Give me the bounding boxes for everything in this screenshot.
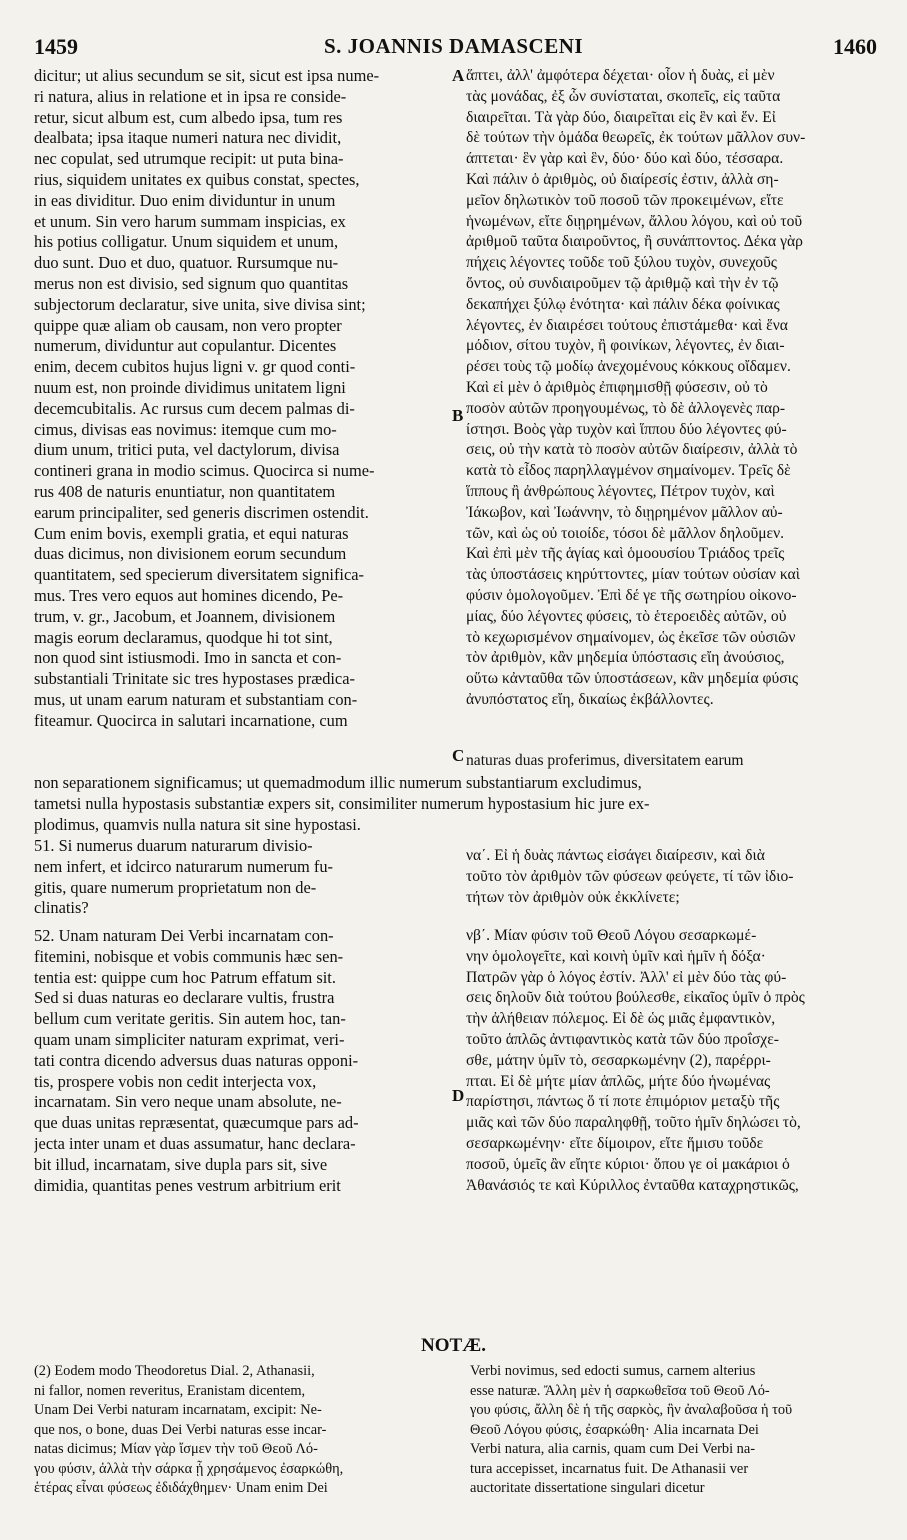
continuation-line: non separationem significamus; ut quemadmodum illic numerum substantiarum excludimus, (34, 773, 642, 792)
sec52-greek-line: ποσοῦ, ὑμεῖς ἂν εἴητε κύριοι· ὅπου γε οἱ μακάριοι ὁ (466, 1155, 790, 1173)
notes-left-line: natas dicimus; Μίαν γὰρ ἴσμεν τὴν τοῦ Θεοῦ Λό- (34, 1441, 318, 1457)
latin-line: trum, v. gr., Jacobum, et Joannem, divisionem (34, 606, 336, 626)
latin-line: his potius colligatur. Unum siquidem et unum, (34, 232, 339, 252)
latin-line: in eas dividitur. Duo enim dividuntur in unum (34, 190, 336, 210)
page-number-right: 1460 (833, 34, 877, 59)
sec52-greek-line: Ἀθανάσιός τε καὶ Κύριλλος ἐνταῦθα καταχρηστικῶς, (466, 1176, 799, 1194)
sec52-latin-line: 52. Unam naturam Dei Verbi incarnatam con- (34, 926, 334, 945)
latin-line: cimus, divisas eas novimus: itemque cum mo- (34, 419, 337, 439)
notes-right-line: tura accepisset, incarnatus fuit. De Athanasii ver (470, 1460, 749, 1477)
latin-line: ri natura, alius in relatione et in ipsa re conside- (34, 86, 347, 106)
section-51-latin (34, 836, 452, 919)
page-number-left: 1459 (34, 34, 78, 59)
sec52-latin-line: tentia est: quippe cum hoc Patrum effatum sit. (34, 967, 336, 987)
sec51-latin-line: nem infert, et idcirco naturarum numerum fu- (34, 856, 334, 876)
sec52-greek-line: νην ὁμολογεῖτε, καὶ κοινὴ ὑμῖν καὶ ἡμῖν ἡ δόξα· (466, 947, 766, 965)
latin-line: Cum enim bovis, exempli gratia, et equi naturas (34, 523, 349, 543)
sec51-latin-line: gitis, quare numerum proprietatum non de- (34, 877, 317, 897)
notes-right-line: Θεοῦ Λόγου φύσις, ἐσαρκώθη· Alia incarnata Dei (470, 1421, 759, 1438)
greek-line: λέγοντες, ἐν διαιρέσει τούτους ἐπιστάμεθα· καὶ ἕνα (466, 316, 788, 334)
margin-mark-b: B (452, 406, 464, 425)
section-52-greek (466, 926, 874, 1196)
running-title: S. JOANNIS DAMASCENI (323, 34, 584, 58)
sec52-greek-line: τὴν ἀλήθειαν πόλεμος. Εἰ δὲ ὡς μιᾶς ἐμφαντικὸν, (466, 1010, 776, 1028)
greek-line: ὄντος, οὐ συνδιαιροῦμεν τῷ ἀριθμῷ καὶ τὴν ἐν τῷ (466, 274, 779, 292)
section-52-latin (34, 926, 452, 1196)
sec52-greek-line: σεσαρκωμένην· εἴτε δίμοιρον, εἴτε ἥμισυ τοῦδε (466, 1134, 764, 1152)
greek-line: φύσιν ὁμολογοῦμεν. Ἐπὶ δέ γε τῆς σωτηρίου οἰκονο- (466, 586, 797, 604)
sec51-greek-line: τήτων τὸν ἀριθμὸν οὐκ ἐκκλίνετε; (466, 888, 680, 906)
latin-line: decemcubitalis. Ac rursus cum decem palmas di- (34, 398, 355, 418)
margin-mark-a: A (452, 66, 465, 85)
greek-line: μίας, δύο λέγοντες φύσεις, τὸ ἑτεροειδὲς αὐτῶν, οὐ (466, 607, 787, 625)
greek-line: ἀνυπόστατος εἴη, δικαίως ἐκβάλλοντες. (466, 690, 714, 708)
notes-left-line: (2) Eodem modo Theodoretus Dial. 2, Athanasii, (34, 1363, 315, 1379)
sec52-greek-line: σθε, μάτην ὑμῖν τὸ, σεσαρκωμένην (2), παρέρρι- (466, 1051, 771, 1069)
latin-line: subjectorum declaratur, sive unita, sive divisa sint; (34, 294, 366, 314)
latin-line: quantitatem, sed specierum diversitatem significa- (34, 565, 364, 585)
sec51-greek-line: να΄. Εἰ ἡ δυὰς πάντως εἰσάγει διαίρεσιν, καὶ διὰ (466, 847, 765, 864)
latin-line: fiteamur. Quocirca in salutari incarnatione, cum (34, 710, 348, 730)
sec52-latin-line: que duas unitas repræsentat, quæcumque pars ad- (34, 1113, 359, 1133)
latin-line: duas dicimus, non divisionem eorum secundum (34, 544, 347, 564)
greek-line: τὸν ἀριθμὸν, κἂν μηδεμία ὑπόστασις εἴη ἀνούσιος, (466, 649, 785, 667)
latin-line: nec copulat, sed utrumque recipit: ut puta bina- (34, 149, 344, 169)
latin-line: dicitur; ut alius secundum se sit, sicut est ipsa nume- (34, 66, 380, 85)
notes-left-line: Unam Dei Verbi naturam incarnatam, excipit: Ne- (34, 1402, 322, 1418)
notes-left-line: γου φύσιν, ἀλλὰ τὴν σάρκα ᾗ χρησάμενος ἐσαρκώθη, (34, 1460, 344, 1477)
notes-right-line: Verbi natura, alia carnis, quam cum Dei Verbi na- (470, 1441, 756, 1457)
greek-line: Καὶ πάλιν ὁ ἀριθμὸς, οὐ διαίρεσίς ἐστιν, ἀλλὰ ση- (466, 170, 779, 188)
greek-line: τὰς ὑποστάσεις κηρύττοντες, μίαν τούτων οὐσίαν καὶ (466, 566, 800, 584)
greek-line: τῶν, καὶ ὡς οὐ τοιοίδε, τόσοι δὲ μᾶλλον δηλοῦμεν. (466, 524, 785, 542)
greek-line: δεκαπήχει ξύλῳ ἑνότητα· καὶ πάλιν δέκα φοίνικας (466, 295, 780, 313)
sec52-latin-line: bit illud, incarnatam, sive dupla pars sit, sive (34, 1154, 328, 1174)
sec52-latin-line: Sed si duas naturas eo declarare vultis, frustra (34, 988, 335, 1008)
greek-line: σεις, οὐ τὴν κατὰ τὸ ποσὸν αὐτῶν διαίρεσιν, ἀλλὰ τὸ (466, 441, 798, 459)
greek-line: πήχεις λέγοντες τοῦδε τοῦ ξύλου τυχὸν, συνεχοῦς (466, 254, 777, 272)
latin-line: dium unum, tritici puta, vel dactylorum, divisa (34, 440, 340, 460)
greek-line: άπτεται· ἓν γὰρ καὶ ἓν, δύο· δύο καὶ δύο, τέσσαρα. (466, 150, 784, 168)
latin-line: numerum, dividuntur aut copulantur. Dicentes (34, 336, 337, 356)
notes-left-line: ἑτέρας εἶναι φύσεως ἐδιδάχθημεν· Unam enim Dei (34, 1480, 328, 1496)
notes-right-line: auctoritate dissertatione singulari dicetur (470, 1480, 705, 1496)
greek-line: ρέσει τοὺς τῷ μοδίῳ ἀνεχομένους κόκκους οἴδαμεν. (466, 358, 791, 376)
greek-line: τὰς μονάδας, ἐξ ὧν συνίσταται, σκοπεῖς, εἰς ταῦτα (466, 87, 781, 105)
greek-line: ἵππους ἢ ἀνθρώπους λέγοντες, Πέτρον τυχὸν, καὶ (466, 482, 775, 500)
sec52-latin-line: bellum cum veritate geritis. Sin autem hoc, tan- (34, 1009, 346, 1029)
greek-line: ἅπτει, ἀλλ' ἀμφότερα δέχεται· οἷον ἡ δυὰς, εἰ μὲν (466, 67, 775, 84)
notes-left-line: ni fallor, nomen reveritus, Eranistam dicentem, (34, 1382, 306, 1399)
greek-line: ἀριθμοῦ ταῦτα διαιροῦντος, ἢ συνάπτοντος. Δέκα γὰρ (466, 233, 803, 251)
latin-line: substantiali Trinitate sic tres hypostases prædica- (34, 669, 355, 689)
full-width-continuation (34, 772, 880, 835)
greek-line: κατὰ τὸ εἶδος παρηλλαγμένον σημαίνομεν. Τρεῖς δὲ (466, 462, 791, 480)
greek-line: ποσὸν αὐτῶν προηγουμένως, τὸ δὲ ἀλλογενὲς παρ- (466, 399, 786, 417)
latin-line: rius, siquidem unitates ex quibus constat, spectes, (34, 169, 360, 189)
margin-mark-c: C (452, 746, 465, 765)
greek-line: Καὶ ἐπὶ μὲν τῆς ἁγίας καὶ ὁμοουσίου Τριάδος τρεῖς (466, 545, 785, 563)
notes-right-line: esse naturæ. Ἄλλη μὲν ἡ σαρκωθεῖσα τοῦ Θεοῦ Λό- (470, 1382, 770, 1399)
margin-mark-d: D (452, 1086, 465, 1105)
latin-column (34, 66, 452, 732)
greek-column (466, 66, 874, 711)
sec52-greek-line: μιᾶς καὶ τῶν δύο παραληφθῇ, τοῦτο ἡμῖν δηλώσει τὸ, (466, 1114, 801, 1132)
latin-line: et unum. Sin vero harum summam inspicias, ex (34, 211, 346, 231)
continuation-line: plodimus, quamvis nulla natura sit sine hypostasi. (34, 815, 361, 834)
latin-line: mus. Tres vero equos aut homines dicendo, Pe- (34, 585, 344, 605)
latin-line: non quod sint istiusmodi. Imo in sancta et con- (34, 648, 342, 668)
sec52-greek-line: Πατρῶν γὰρ ὁ λόγος ἐστίν. Ἀλλ' εἰ μὲν δύο τὰς φύ- (466, 968, 787, 986)
greek-line: μόδιον, σίτου τυχὸν, ἢ φοινίκων, λέγοντες, ἐν διαι- (466, 337, 785, 355)
latin-line: rus 408 de naturis enuntiatur, non quantitatem (34, 481, 336, 501)
sec52-latin-line: tati contra dicendo adversus duas naturas opponi- (34, 1050, 359, 1070)
sec52-latin-line: quam unam simpliciter naturam exprimat, veri- (34, 1029, 345, 1049)
sec52-greek-line: σεις δηλοῦν διὰ τούτου βούλεσθε, εἰκαῖος ὑμῖν ὁ πρὸς (466, 989, 805, 1007)
greek-line: Καὶ εἰ μὲν ὁ ἀριθμὸς ἐπιφημισθῇ φύσεσιν, οὐ τὸ (466, 378, 768, 396)
latin-line: nuum est, non proinde dividimus unitatem ligni (34, 377, 346, 397)
sec52-latin-line: tis, prospere vobis non cedit interjecta vox, (34, 1071, 317, 1091)
sec52-latin-line: incarnatam. Sin vero neque unam absolute, ne- (34, 1092, 342, 1112)
notes-right-line: γου φύσις, ἄλλη δὲ ἡ τῆς σαρκὸς, ἣν ἀναλαβοῦσα ἡ τοῦ (470, 1402, 793, 1418)
greek-line: μεῖον δηλωτικὸν τοῦ ποσοῦ τῶν προκειμένων, εἴτε (466, 191, 784, 209)
sec52-latin-line: jecta inter unam et duas assumatur, hanc declara- (34, 1133, 356, 1153)
latin-line: merus non est divisio, sed signum quo quantitas (34, 273, 349, 293)
greek-line: τὸ κεχωρισμένον σημαίνομεν, ὡς ἐκεῖσε τῶν οὐσιῶν (466, 628, 796, 646)
greek-line: ἡνωμένων, εἴτε διῃρημένων, ἄλλου λόγου, καὶ οὐ τοῦ (466, 212, 803, 230)
greek-continuation-head: naturas duas proferimus, diversitatem earum (466, 752, 744, 769)
sec51-latin-line: 51. Si numerus duarum naturarum divisio- (34, 836, 313, 855)
continuation-line: tametsi nulla hypostasis substantiæ expers sit, consimiliter numerum hypostasium hic jure ex- (34, 794, 650, 813)
notes-right-column (470, 1362, 874, 1499)
notes-left-column (34, 1362, 446, 1499)
greek-line: Ἰάκωβον, καὶ Ἰωάννην, τὸ διῃρημένον μᾶλλον αὐ- (466, 503, 783, 521)
latin-line: quippe quæ aliam ob causam, non vero propter (34, 315, 342, 335)
latin-line: enim, decem cubitos hujus ligni v. gr quod conti- (34, 357, 356, 377)
notes-left-line: que nos, o bone, duas Dei Verbi naturas esse incar- (34, 1421, 327, 1438)
sec52-greek-line: παρίστησι, πάντως ὅ τί ποτε ἐπιμόριον μεταξὺ τῆς (466, 1093, 780, 1111)
latin-line: dealbata; ipsa itaque numeri natura nec dividit, (34, 128, 342, 148)
latin-line: magis eorum declaramus, quodque hi tot sint, (34, 627, 333, 647)
sec52-greek-line: νβ΄. Μίαν φύσιν τοῦ Θεοῦ Λόγου σεσαρκωμέ- (466, 927, 757, 944)
section-51-greek (466, 846, 874, 908)
notes-right-line: Verbi novimus, sed edocti sumus, carnem alterius (470, 1363, 756, 1379)
latin-line: earum principaliter, sed generis discrimen ostendit. (34, 502, 369, 522)
sec51-greek-line: τοῦτο τὸν ἀριθμὸν τῶν φύσεων φεύγετε, τί τῶν ἰδιο- (466, 867, 794, 885)
greek-line: δὲ τούτων τὴν ὁμάδα θεωρεῖς, ἐκ τούτων μᾶλλον συν- (466, 129, 806, 147)
sec52-greek-line: πται. Εἰ δὲ μήτε μίαν ἁπλῶς, μήτε δύο ἡνωμένας (466, 1072, 771, 1090)
latin-line: duo sunt. Duo et duo, quatuor. Rursumque nu- (34, 253, 339, 273)
greek-line: διαιρεῖται. Τὰ γὰρ δύο, διαιρεῖται εἰς ἓν καὶ ἕν. Εἰ (466, 108, 776, 126)
greek-line: οὕτω κἀνταῦθα τῶν ὑποστάσεων, κἂν μηδεμία φύσις (466, 670, 799, 688)
latin-line: retur, sicut album est, cum albedo ipsa, tum res (34, 107, 343, 127)
sec52-greek-line: τοῦτο ἁπλῶς ἀντιφαντικὸς κατὰ τῶν δύο προΐσχε- (466, 1030, 779, 1048)
latin-line: mus, ut unam earum naturam et substantiam con- (34, 689, 358, 709)
running-header (30, 34, 877, 60)
sec51-latin-line: clinatis? (34, 898, 89, 918)
notes-title: NOTÆ. (421, 1335, 486, 1356)
greek-line: ίστησι. Βοὸς γὰρ τυχὸν καὶ ἵππου δύο λέγοντες φύ- (466, 420, 787, 438)
sec52-latin-line: fitemini, nobisque et vobis communis hæc sen- (34, 946, 344, 966)
sec52-latin-line: dimidia, quantitas penes vestrum arbitrium erit (34, 1175, 341, 1195)
latin-line: contineri grana in modio scimus. Quocirca si nume- (34, 461, 375, 481)
